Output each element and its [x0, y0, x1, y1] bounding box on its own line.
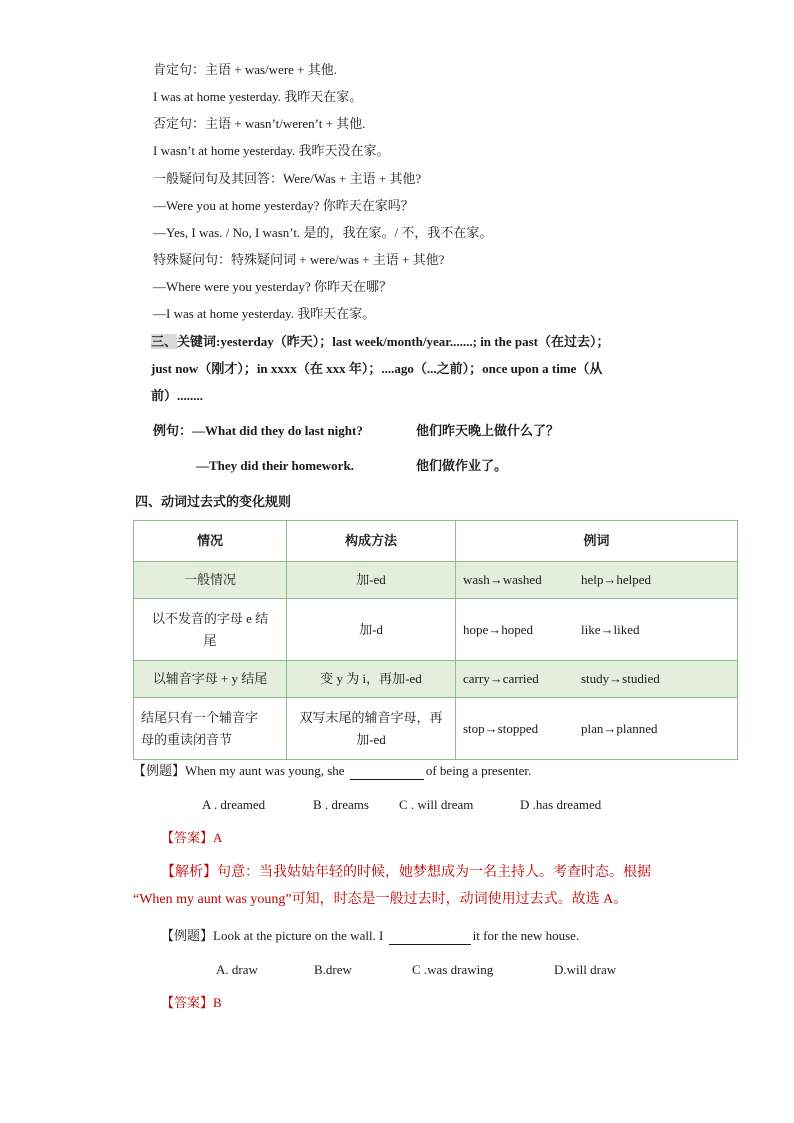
- example-question-en: 例句：—What did they do last night?: [153, 423, 363, 438]
- example-answer-en: —They did their homework.: [196, 458, 354, 473]
- situation-text: 以辅音字母 + y 结尾: [152, 671, 268, 686]
- section-4-title: 四、动词过去式的变化规则: [135, 494, 292, 509]
- example1-analysis-line-1: 【解析】句意：当我姑姑年轻的时候，她梦想成为一名主持人。考查时态。根据: [161, 865, 651, 880]
- example-word: help→helped: [581, 572, 652, 587]
- keywords-line-2: just now（刚才）；in xxxx（在 xxx 年）；....ago（...之前）；once upon a time（从: [151, 361, 603, 376]
- header-method: 构成方法: [287, 521, 456, 562]
- example-word: study→studied: [581, 671, 660, 686]
- example2-answer: 【答案】B: [161, 995, 222, 1010]
- example1-option-d: D .has dreamed: [520, 797, 602, 812]
- grammar-affirmative-example: I was at home yesterday. 我昨天在家。: [153, 89, 363, 104]
- method-text: 加-ed: [356, 572, 386, 587]
- situation-text: 一般情况: [183, 572, 236, 587]
- grammar-wh-question-example: —Where were you yesterday? 你昨天在哪？: [153, 279, 392, 294]
- situation-text: 结尾只有一个辅音字: [141, 709, 259, 725]
- example2-prefix: 【例题】Look at the picture on the wall. I: [161, 928, 384, 943]
- example1-option-b: B . dreams: [313, 797, 369, 812]
- example1-question: [133, 762, 531, 780]
- example-word: wash→washed: [463, 572, 542, 587]
- example2-blank: [389, 931, 471, 945]
- past-tense-rules-table: [133, 520, 738, 760]
- grammar-wh-answer: —I was at home yesterday. 我昨天在家。: [153, 306, 376, 321]
- example1-analysis-line-2: “When my aunt was young”可知，时态是一般过去时，动词使用过去式。故选 A。: [133, 892, 628, 907]
- row-situation: [134, 698, 287, 760]
- section-3-marker: 三、: [151, 334, 178, 349]
- example-word: stop→stopped: [463, 720, 539, 736]
- method-text: 变 y 为 i，再加-ed: [320, 671, 422, 686]
- example2-option-d: D.will draw: [554, 962, 617, 977]
- row-method: [287, 562, 456, 599]
- row-method: [287, 599, 456, 661]
- row-method: [287, 698, 456, 760]
- grammar-yes-no-question: 一般疑问句及其回答：Were/Was + 主语 + 其他?: [153, 171, 422, 186]
- example-question-zh: 他们昨天晚上做什么了？: [416, 423, 560, 438]
- table-header-row: [134, 521, 738, 562]
- example1-blank: [350, 766, 424, 780]
- row-examples: [456, 562, 738, 599]
- method-text-cont: 加-ed: [356, 731, 386, 747]
- example1-option-c: C . will dream: [399, 797, 474, 812]
- grammar-affirmative: 肯定句：主语 + was/were + 其他.: [153, 62, 337, 77]
- row-situation: [134, 661, 287, 698]
- example1-answer: 【答案】A: [161, 830, 223, 845]
- header-examples: 例词: [456, 521, 738, 562]
- situation-text-cont: 尾: [203, 632, 217, 648]
- example2-option-a: A. draw: [216, 962, 258, 977]
- example2-suffix: it for the new house.: [472, 928, 580, 943]
- method-text: 双写末尾的辅音字母，再: [299, 709, 443, 725]
- keywords-text-1: 关键词:yesterday（昨天）；last week/month/year.......; in the past（在过去）；: [177, 334, 610, 349]
- row-situation: [134, 599, 287, 661]
- example1-suffix: of being a presenter.: [425, 763, 532, 778]
- row-method: [287, 661, 456, 698]
- situation-text-cont: 母的重读闭音节: [141, 731, 233, 747]
- example2-option-c: C .was drawing: [412, 962, 494, 977]
- example1-option-a: A . dreamed: [202, 797, 266, 812]
- example-word: hope→hoped: [463, 621, 534, 637]
- row-situation: [134, 562, 287, 599]
- grammar-yes-no-answer: —Yes, I was. / No, I wasn’t. 是的，我在家。/ 不，我不在家。: [153, 225, 493, 240]
- keywords-line-1: [151, 333, 610, 351]
- grammar-yes-no-question-example: —Were you at home yesterday? 你昨天在家吗？: [153, 198, 414, 213]
- table-row: [134, 599, 738, 661]
- example-word: carry→carried: [463, 671, 539, 686]
- example-answer-zh: 他们做作业了。: [416, 458, 508, 473]
- table-row: [134, 661, 738, 698]
- example1-prefix: 【例题】When my aunt was young, she: [133, 763, 345, 778]
- method-text: 加-d: [359, 621, 383, 637]
- row-examples: [456, 599, 738, 661]
- example2-question: [161, 927, 579, 945]
- example-word: plan→planned: [581, 720, 658, 736]
- situation-text: 以不发音的字母 e 结: [151, 610, 269, 626]
- grammar-negative-example: I wasn’t at home yesterday. 我昨天没在家。: [153, 143, 390, 158]
- table-row: [134, 562, 738, 599]
- grammar-negative: 否定句：主语 + wasn’t/weren’t + 其他.: [153, 116, 366, 131]
- header-situation: 情况: [134, 521, 287, 562]
- table-row: [134, 698, 738, 760]
- example2-option-b: B.drew: [314, 962, 352, 977]
- example-word: like→liked: [581, 621, 640, 637]
- grammar-wh-question: 特殊疑问句：特殊疑问词 + were/was + 主语 + 其他?: [153, 252, 445, 267]
- keywords-line-3: 前）........: [151, 388, 204, 403]
- row-examples: [456, 698, 738, 760]
- row-examples: [456, 661, 738, 698]
